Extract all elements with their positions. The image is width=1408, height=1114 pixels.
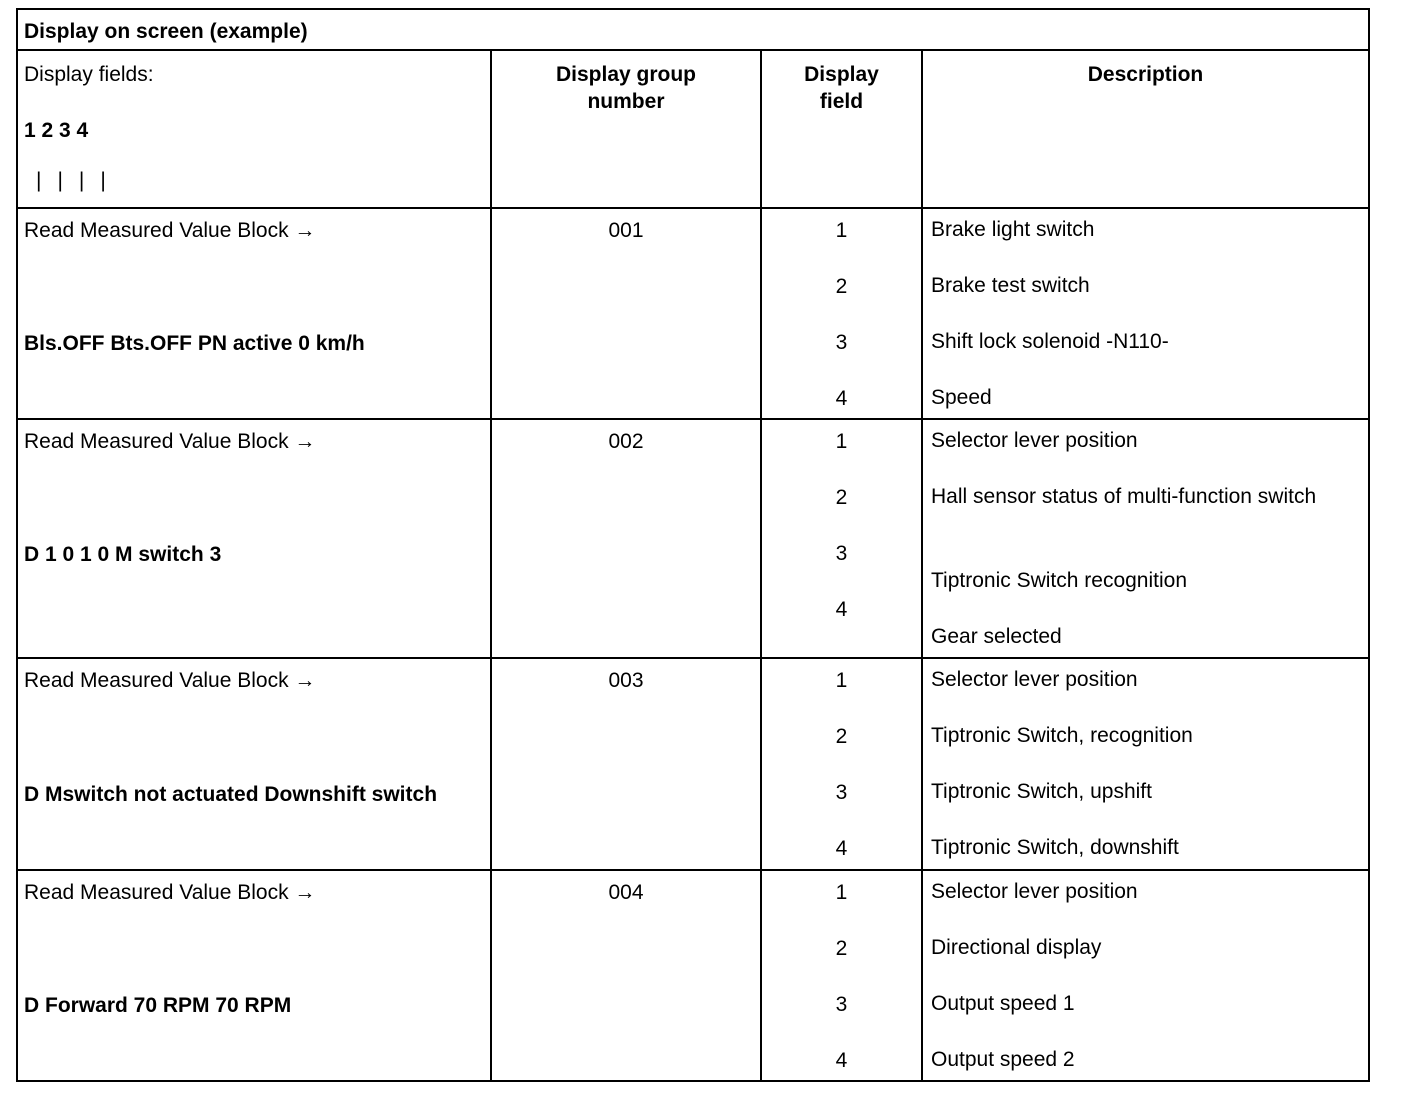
description-list: [922, 870, 1369, 1081]
table-row: [17, 658, 1369, 870]
group-number: 001: [491, 208, 761, 419]
table-title: Display on screen (example): [17, 9, 1369, 50]
description: Selector lever position: [931, 880, 1138, 903]
display-fields-label: Display fields:: [24, 63, 154, 86]
field-numbers: 1 2 3 4: [24, 119, 89, 142]
table-row: [17, 419, 1369, 658]
description: Tiptronic Switch, downshift: [931, 836, 1179, 859]
field-number: 3: [835, 993, 848, 1016]
field-number: 3: [835, 542, 848, 565]
field-number: 1: [835, 219, 848, 242]
description-header: Description: [922, 50, 1369, 208]
field-number: 1: [835, 881, 848, 904]
description-list: [922, 419, 1369, 658]
measured-value-table: [16, 8, 1370, 1082]
description: Directional display: [931, 936, 1102, 959]
group-number: 002: [491, 419, 761, 658]
block-display-cell: [17, 419, 491, 658]
field-number: 2: [835, 725, 848, 748]
field-markers: ||||: [36, 169, 122, 192]
field-number: 2: [835, 937, 848, 960]
display-value: D Mswitch not actuated Downshift switch: [24, 783, 438, 806]
group-number: 004: [491, 870, 761, 1081]
description: Output speed 2: [931, 1048, 1075, 1071]
display-value: D 1 0 1 0 M switch 3: [24, 543, 222, 566]
description: Gear selected: [931, 625, 1062, 648]
read-block-label: Read Measured Value Block →: [24, 430, 316, 453]
description: Shift lock solenoid -N110-: [931, 330, 1169, 353]
field-number: 3: [835, 781, 848, 804]
display-field-header: [761, 50, 922, 208]
field-list: [761, 419, 922, 658]
description-list: [922, 658, 1369, 870]
display-field-header-label: Display field: [804, 63, 879, 113]
field-number: 4: [835, 598, 848, 621]
table-row: [17, 870, 1369, 1081]
description: Brake test switch: [931, 274, 1090, 297]
description: Output speed 1: [931, 992, 1075, 1015]
field-list: [761, 870, 922, 1081]
block-display-cell: [17, 870, 491, 1081]
group-number-header-label: Display group number: [555, 63, 697, 113]
field-number: 2: [835, 275, 848, 298]
field-list: [761, 208, 922, 419]
display-value: Bls.OFF Bts.OFF PN active 0 km/h: [24, 332, 365, 355]
table-row: [17, 208, 1369, 419]
field-number: 1: [835, 430, 848, 453]
description: Hall sensor status of multi-function switch: [931, 485, 1317, 508]
description: Tiptronic Switch, upshift: [931, 780, 1152, 803]
description-list: [922, 208, 1369, 419]
group-number-header: [491, 50, 761, 208]
read-block-label: Read Measured Value Block →: [24, 881, 316, 904]
field-number: 4: [835, 837, 848, 860]
description: Speed: [931, 386, 992, 409]
display-fields-header: [17, 50, 491, 208]
description: Brake light switch: [931, 218, 1095, 241]
field-number: 1: [835, 669, 848, 692]
field-number: 3: [835, 331, 848, 354]
display-value: D Forward 70 RPM 70 RPM: [24, 994, 292, 1017]
block-display-cell: [17, 658, 491, 870]
group-number: 003: [491, 658, 761, 870]
field-list: [761, 658, 922, 870]
block-display-cell: [17, 208, 491, 419]
description: Tiptronic Switch, recognition: [931, 724, 1193, 747]
field-number: 2: [835, 486, 848, 509]
read-block-label: Read Measured Value Block →: [24, 669, 316, 692]
field-number: 4: [835, 1049, 848, 1072]
field-number: 4: [835, 387, 848, 410]
description: Selector lever position: [931, 668, 1138, 691]
description: Selector lever position: [931, 429, 1138, 452]
description: Tiptronic Switch recognition: [931, 569, 1187, 592]
read-block-label: Read Measured Value Block →: [24, 219, 316, 242]
